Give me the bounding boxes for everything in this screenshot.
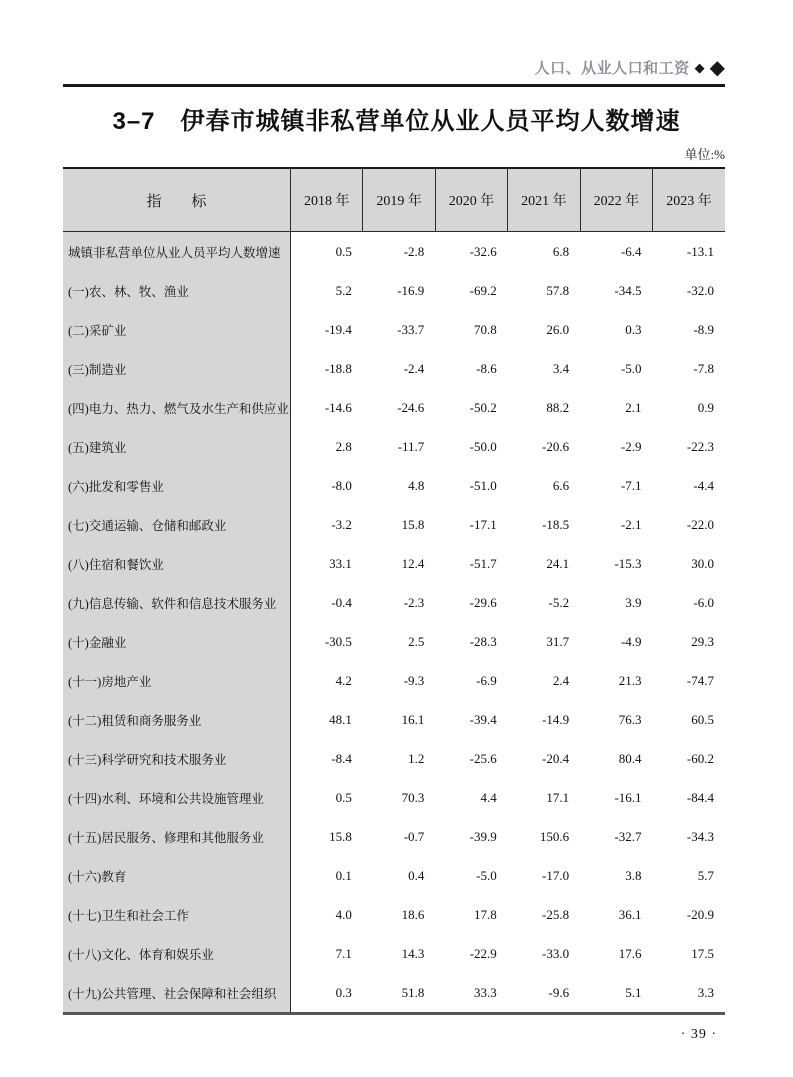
table-row — [63, 622, 725, 661]
cell-value: 36.1 — [580, 895, 652, 934]
cell-value: -11.7 — [363, 427, 435, 466]
cell-value: -18.5 — [508, 505, 580, 544]
cell-value: 17.5 — [653, 934, 725, 973]
row-label: (一)农、林、牧、渔业 — [63, 271, 291, 310]
header-cell-year: 2021 年 — [508, 168, 580, 232]
table-header-row — [63, 168, 725, 232]
row-label: (十六)教育 — [63, 856, 291, 895]
cell-value: -33.7 — [363, 310, 435, 349]
cell-value: 29.3 — [653, 622, 725, 661]
table-row — [63, 739, 725, 778]
cell-value: 0.3 — [291, 973, 363, 1014]
cell-value: -14.6 — [291, 388, 363, 427]
cell-value: 5.7 — [653, 856, 725, 895]
table-row — [63, 544, 725, 583]
cell-value: -22.3 — [653, 427, 725, 466]
cell-value: -9.3 — [363, 661, 435, 700]
header-rule — [63, 84, 725, 87]
cell-value: -69.2 — [435, 271, 507, 310]
cell-value: -5.0 — [435, 856, 507, 895]
cell-value: -5.2 — [508, 583, 580, 622]
cell-value: 15.8 — [291, 817, 363, 856]
table-row — [63, 661, 725, 700]
cell-value: -2.1 — [580, 505, 652, 544]
table-row — [63, 778, 725, 817]
cell-value: 88.2 — [508, 388, 580, 427]
cell-value: 70.3 — [363, 778, 435, 817]
cell-value: 150.6 — [508, 817, 580, 856]
cell-value: 6.8 — [508, 232, 580, 272]
cell-value: -7.8 — [653, 349, 725, 388]
table-row — [63, 934, 725, 973]
cell-value: 33.3 — [435, 973, 507, 1014]
cell-value: -8.6 — [435, 349, 507, 388]
cell-value: 7.1 — [291, 934, 363, 973]
cell-value: -6.9 — [435, 661, 507, 700]
cell-value: -29.6 — [435, 583, 507, 622]
row-label: (五)建筑业 — [63, 427, 291, 466]
cell-value: -0.7 — [363, 817, 435, 856]
cell-value: -2.4 — [363, 349, 435, 388]
cell-value: -13.1 — [653, 232, 725, 272]
cell-value: 18.6 — [363, 895, 435, 934]
cell-value: 12.4 — [363, 544, 435, 583]
cell-value: 2.4 — [508, 661, 580, 700]
cell-value: 51.8 — [363, 973, 435, 1014]
cell-value: -2.8 — [363, 232, 435, 272]
cell-value: 57.8 — [508, 271, 580, 310]
cell-value: 1.2 — [363, 739, 435, 778]
diamond-large-icon: ◆ — [709, 56, 725, 79]
cell-value: 33.1 — [291, 544, 363, 583]
header-cell-indicator: 指 标 — [63, 168, 291, 232]
row-label: (八)住宿和餐饮业 — [63, 544, 291, 583]
section-title: 人口、从业人口和工资 — [534, 60, 690, 77]
cell-value: 31.7 — [508, 622, 580, 661]
cell-value: -32.7 — [580, 817, 652, 856]
row-label: (三)制造业 — [63, 349, 291, 388]
cell-value: 16.1 — [363, 700, 435, 739]
cell-value: -84.4 — [653, 778, 725, 817]
cell-value: -6.0 — [653, 583, 725, 622]
cell-value: -16.9 — [363, 271, 435, 310]
table-header — [63, 168, 725, 232]
cell-value: -74.7 — [653, 661, 725, 700]
cell-value: -2.3 — [363, 583, 435, 622]
table-row — [63, 349, 725, 388]
table-row — [63, 973, 725, 1014]
table-row — [63, 232, 725, 272]
cell-value: -8.9 — [653, 310, 725, 349]
cell-value: 14.3 — [363, 934, 435, 973]
cell-value: -17.1 — [435, 505, 507, 544]
cell-value: -28.3 — [435, 622, 507, 661]
cell-value: -6.4 — [580, 232, 652, 272]
cell-value: -34.5 — [580, 271, 652, 310]
table-row — [63, 466, 725, 505]
cell-value: 4.8 — [363, 466, 435, 505]
cell-value: 17.8 — [435, 895, 507, 934]
header-cell-year: 2022 年 — [580, 168, 652, 232]
row-label: (十三)科学研究和技术服务业 — [63, 739, 291, 778]
row-label: (十)金融业 — [63, 622, 291, 661]
cell-value: 80.4 — [580, 739, 652, 778]
cell-value: 30.0 — [653, 544, 725, 583]
cell-value: 76.3 — [580, 700, 652, 739]
cell-value: 3.3 — [653, 973, 725, 1014]
cell-value: -5.0 — [580, 349, 652, 388]
cell-value: 17.6 — [580, 934, 652, 973]
cell-value: -32.6 — [435, 232, 507, 272]
cell-value: -2.9 — [580, 427, 652, 466]
cell-value: -0.4 — [291, 583, 363, 622]
cell-value: 0.5 — [291, 778, 363, 817]
row-label: (十九)公共管理、社会保障和社会组织 — [63, 973, 291, 1014]
cell-value: 48.1 — [291, 700, 363, 739]
cell-value: -50.0 — [435, 427, 507, 466]
cell-value: -4.9 — [580, 622, 652, 661]
row-label: (十七)卫生和社会工作 — [63, 895, 291, 934]
cell-value: 4.4 — [435, 778, 507, 817]
cell-value: -15.3 — [580, 544, 652, 583]
cell-value: -25.8 — [508, 895, 580, 934]
table-row — [63, 700, 725, 739]
cell-value: 24.1 — [508, 544, 580, 583]
page-title: 3–7 伊春市城镇非私营单位从业人员平均人数增速 — [112, 108, 681, 135]
row-label: (十二)租赁和商务服务业 — [63, 700, 291, 739]
cell-value: -39.4 — [435, 700, 507, 739]
header-cell-year: 2019 年 — [363, 168, 435, 232]
table-row — [63, 856, 725, 895]
cell-value: -33.0 — [508, 934, 580, 973]
row-label: (十五)居民服务、修理和其他服务业 — [63, 817, 291, 856]
cell-value: -30.5 — [291, 622, 363, 661]
row-label: (六)批发和零售业 — [63, 466, 291, 505]
cell-value: -22.0 — [653, 505, 725, 544]
table-row — [63, 310, 725, 349]
table-body — [63, 232, 725, 1014]
cell-value: -34.3 — [653, 817, 725, 856]
cell-value: 4.2 — [291, 661, 363, 700]
cell-value: -8.0 — [291, 466, 363, 505]
row-label: (四)电力、热力、燃气及水生产和供应业 — [63, 388, 291, 427]
data-table — [63, 167, 725, 1015]
cell-value: -20.6 — [508, 427, 580, 466]
header-cell-year: 2018 年 — [291, 168, 363, 232]
cell-value: 0.4 — [363, 856, 435, 895]
cell-value: -17.0 — [508, 856, 580, 895]
table-row — [63, 427, 725, 466]
row-label: (七)交通运输、仓储和邮政业 — [63, 505, 291, 544]
table-row — [63, 583, 725, 622]
table-row — [63, 817, 725, 856]
cell-value: -39.9 — [435, 817, 507, 856]
cell-value: -51.7 — [435, 544, 507, 583]
unit-label: 单位:% — [684, 147, 725, 162]
cell-value: 0.5 — [291, 232, 363, 272]
row-label: (十四)水利、环境和公共设施管理业 — [63, 778, 291, 817]
cell-value: -32.0 — [653, 271, 725, 310]
cell-value: -22.9 — [435, 934, 507, 973]
cell-value: -4.4 — [653, 466, 725, 505]
cell-value: 17.1 — [508, 778, 580, 817]
cell-value: -20.9 — [653, 895, 725, 934]
cell-value: -18.8 — [291, 349, 363, 388]
cell-value: 2.5 — [363, 622, 435, 661]
row-label: (十八)文化、体育和娱乐业 — [63, 934, 291, 973]
cell-value: 5.1 — [580, 973, 652, 1014]
page-header — [535, 57, 725, 78]
cell-value: -3.2 — [291, 505, 363, 544]
row-label: (十一)房地产业 — [63, 661, 291, 700]
cell-value: -14.9 — [508, 700, 580, 739]
cell-value: -7.1 — [580, 466, 652, 505]
cell-value: -19.4 — [291, 310, 363, 349]
cell-value: -60.2 — [653, 739, 725, 778]
cell-value: 70.8 — [435, 310, 507, 349]
cell-value: -8.4 — [291, 739, 363, 778]
table-row — [63, 505, 725, 544]
cell-value: 15.8 — [363, 505, 435, 544]
row-label: 城镇非私营单位从业人员平均人数增速 — [63, 232, 291, 272]
header-cell-year: 2023 年 — [653, 168, 725, 232]
cell-value: 26.0 — [508, 310, 580, 349]
cell-value: 3.4 — [508, 349, 580, 388]
row-label: (二)采矿业 — [63, 310, 291, 349]
header-cell-year: 2020 年 — [435, 168, 507, 232]
cell-value: 0.1 — [291, 856, 363, 895]
cell-value: -9.6 — [508, 973, 580, 1014]
row-label: (九)信息传输、软件和信息技术服务业 — [63, 583, 291, 622]
diamond-small-icon: ◆ — [694, 60, 705, 75]
cell-value: 0.3 — [580, 310, 652, 349]
table-row — [63, 388, 725, 427]
cell-value: 0.9 — [653, 388, 725, 427]
page-number: · 39 · — [680, 1027, 717, 1042]
cell-value: 2.8 — [291, 427, 363, 466]
table-row — [63, 271, 725, 310]
cell-value: -16.1 — [580, 778, 652, 817]
cell-value: 21.3 — [580, 661, 652, 700]
cell-value: -20.4 — [508, 739, 580, 778]
cell-value: 2.1 — [580, 388, 652, 427]
cell-value: -51.0 — [435, 466, 507, 505]
table-row — [63, 895, 725, 934]
cell-value: -50.2 — [435, 388, 507, 427]
cell-value: 4.0 — [291, 895, 363, 934]
cell-value: 5.2 — [291, 271, 363, 310]
cell-value: -24.6 — [363, 388, 435, 427]
cell-value: -25.6 — [435, 739, 507, 778]
cell-value: 60.5 — [653, 700, 725, 739]
cell-value: 6.6 — [508, 466, 580, 505]
cell-value: 3.8 — [580, 856, 652, 895]
cell-value: 3.9 — [580, 583, 652, 622]
